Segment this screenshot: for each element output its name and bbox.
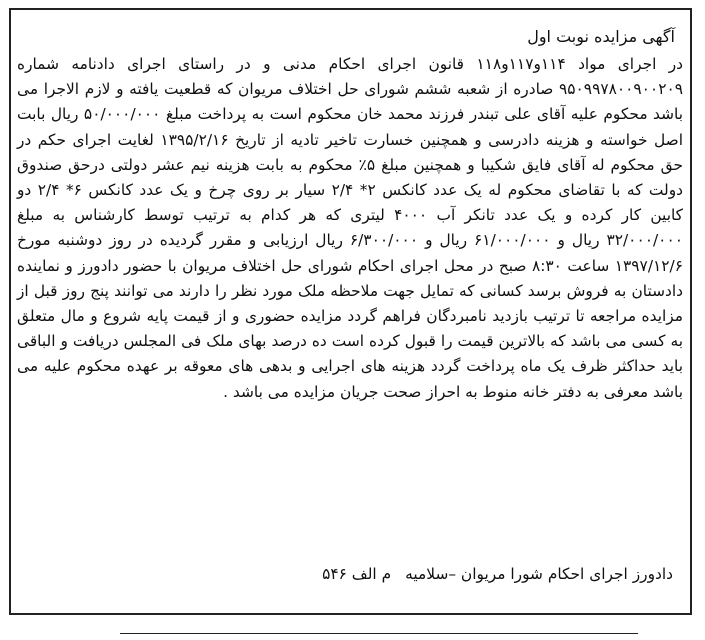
notice-footer [322,562,673,586]
notice-title: آگهی مزایده نوبت اول [527,27,675,46]
signature-text: دادورز اجرای احکام شورا مریوان –سلامیه [405,565,673,583]
notice-body: در اجرای مواد ۱۱۴و۱۱۷و۱۱۸ قانون اجرای احکام مدنی و در راستای اجرای دادنامه شماره ۹۵۰۹۹۷۸۰۰۹۰۰۲۰۹ صادره از شعبه ششم شورای حل اختلاف مریوان که قطعیت یافته و لازم الاجرا می باشد محکوم علیه آقای علی تبندر فرزند محمد خان محکوم است به پرداخت مبلغ ۵۰/۰۰۰/۰۰۰ ریال بابت اصل خواسته و هزینه دادرسی و همچنین خسارت تاخیر تادیه از تاریخ ۱۳۹۵/۲/۱۶ لغایت اجرای حکم در حق محکوم له آقای فایق شکیبا و همچنین مبلغ ۵٪ محکوم به بابت هزینه نیم عشر دولتی درحق صندوق دولت که با تقاضای محکوم له یک عدد کانکس ۲* ۲/۴ سیار بر روی چرخ و یک عدد کانکس ۶* ۲/۴ دو کابین کار کرده و یک عدد تانکر آب ۴۰۰۰ لیتری که هر کدام به ترتیب توسط کارشناس به مبلغ ۳۲/۰۰۰/۰۰۰ ریال و ۶۱/۰۰۰/۰۰۰ ریال و ۶/۳۰۰/۰۰۰ ریال ارزیابی و مقرر گردیده در روز دوشنبه مورخ ۱۳۹۷/۱۲/۶ ساعت ۸:۳۰ صبح در محل اجرای احکام شورای حل اختلاف مریوان با حضور دادورز و نماینده دادستان به فروش برسد کسانی که تمایل جهت ملاحظه ملک مورد نظر را دارند می توانند پنج روز قبل از مزایده مراجعه تا ترتیب بازدید نامبردگان فراهم گردد مزایده حضوری و از قیمت پایه شروع و مال متعلق به کسی می باشد که بالاترین قیمت را قبول کرده است ده درصد بهای ملک فی المجلس دریافت و الباقی باید حداکثر ظرف یک ماه پرداخت گردد هزینه های اجرایی و بدهی های معوقه بر عهده محکوم علیه می باشد معرفی به دفتر خانه منوط به احراز صحت جریان مزایده می باشد . [17,55,684,401]
bottom-divider [120,633,638,634]
reference-number: م الف ۵۴۶ [322,565,392,583]
